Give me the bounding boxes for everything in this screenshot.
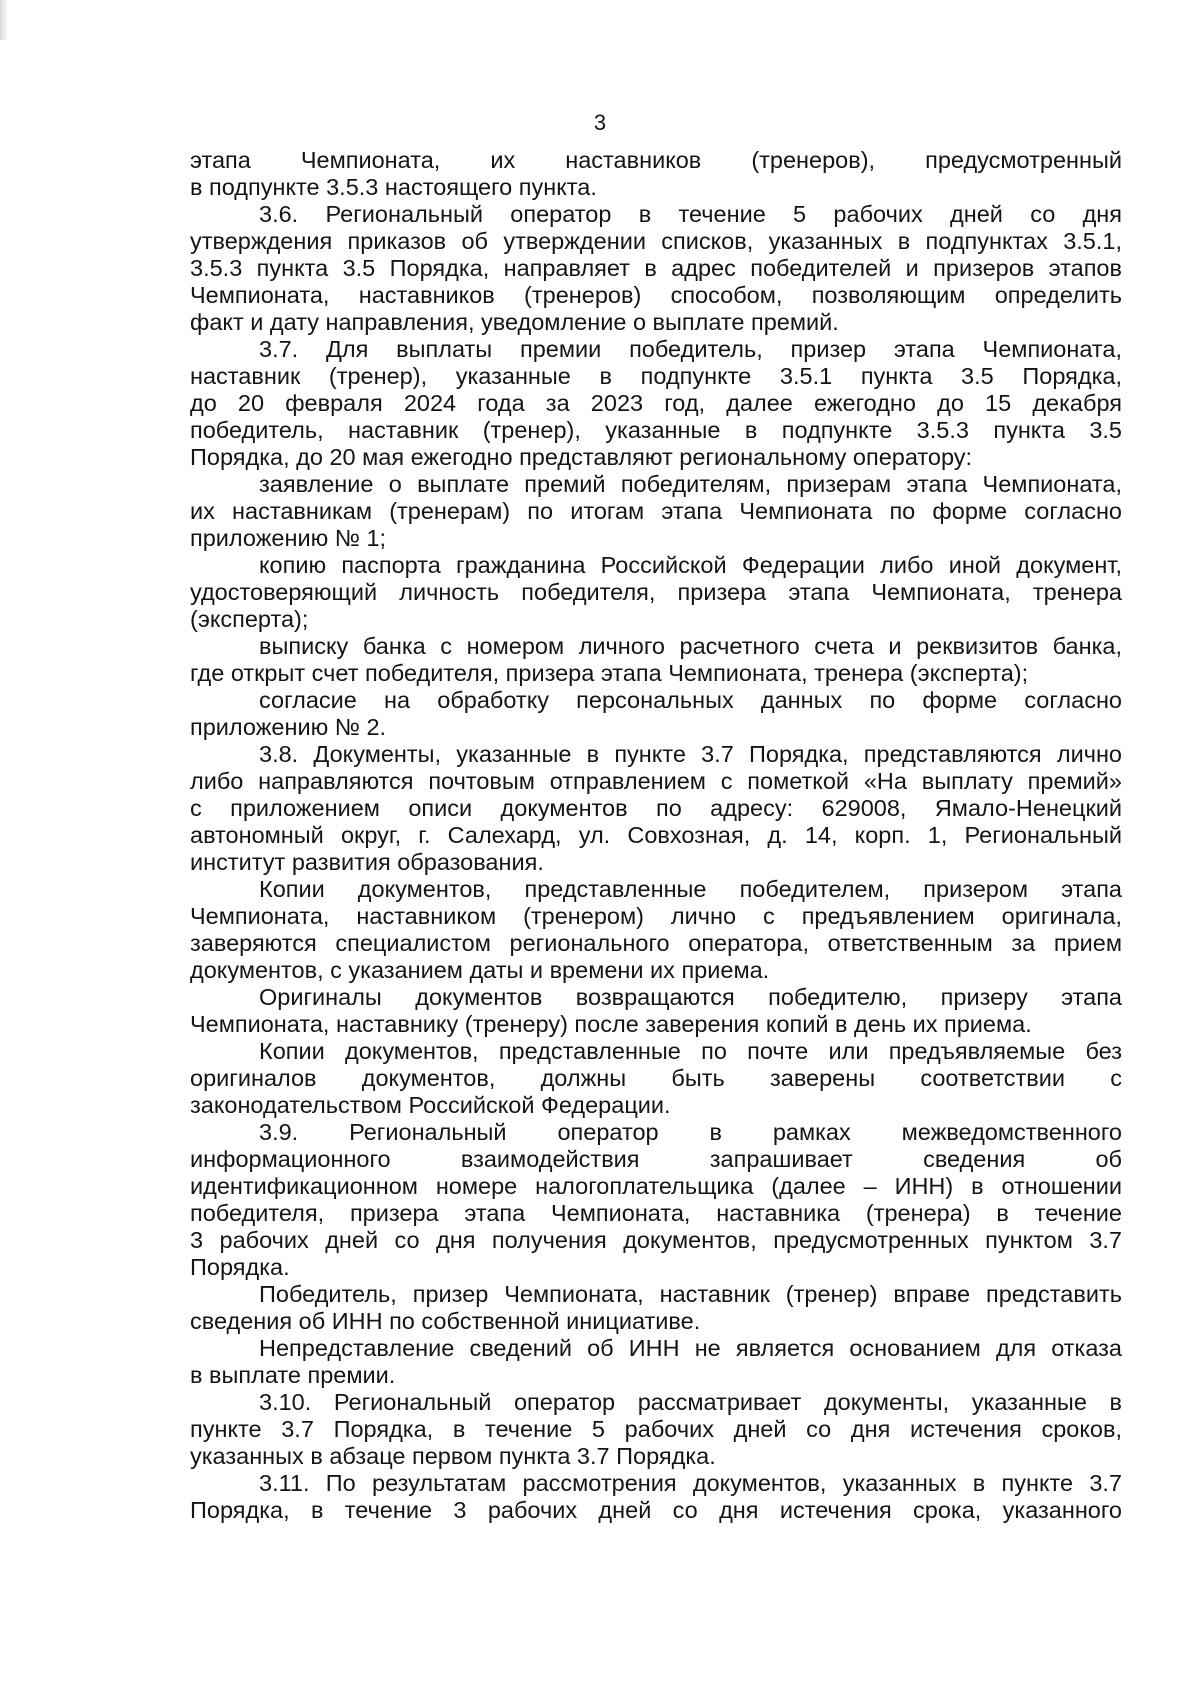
- scan-edge-mark: [0, 0, 8, 40]
- text-line: пункте 3.7 Порядка, в течение 5 рабочих дней со дня истечения сроков,: [190, 1416, 1122, 1442]
- text-line: Чемпионата, наставником (тренером) лично с предъявлением оригинала,: [190, 903, 1122, 929]
- text-line: Порядка, до 20 мая ежегодно представляют региональному оператору:: [190, 444, 973, 470]
- text-line: Копии документов, представленные победителем, призером этапа: [259, 876, 1122, 902]
- text-line: оригиналов документов, должны быть заверены соответствии с: [190, 1065, 1122, 1091]
- text-line: заверяются специалистом регионального оператора, ответственным за прием: [190, 930, 1122, 956]
- text-line: Чемпионата, наставников (тренеров) способом, позволяющим определить: [190, 282, 1122, 308]
- text-line: Копии документов, представленные по почте или предъявляемые без: [259, 1038, 1122, 1064]
- text-line: (эксперта);: [190, 606, 309, 632]
- text-line: где открыт счет победителя, призера этапа Чемпионата, тренера (эксперта);: [190, 660, 1029, 686]
- text-line: Чемпионата, наставнику (тренеру) после заверения копий в день их приема.: [190, 1011, 1032, 1037]
- document-body: [190, 147, 1122, 1524]
- text-line: копию паспорта гражданина Российской Федерации либо иной документ,: [259, 552, 1122, 578]
- text-line: 3.7. Для выплаты премии победитель, призер этапа Чемпионата,: [259, 336, 1122, 362]
- text-line: Победитель, призер Чемпионата, наставник (тренер) вправе представить: [259, 1281, 1122, 1307]
- text-line: 3.9. Региональный оператор в рамках межведомственного: [259, 1119, 1122, 1145]
- text-line: до 20 февраля 2024 года за 2023 год, далее ежегодно до 15 декабря: [190, 390, 1122, 416]
- text-line: этапа Чемпионата, их наставников (тренеров), предусмотренный: [190, 147, 1122, 173]
- text-line: факт и дату направления, уведомление о выплате премий.: [190, 309, 839, 335]
- text-line: Порядка, в течение 3 рабочих дней со дня истечения срока, указанного: [190, 1497, 1122, 1523]
- text-line: законодательством Российской Федерации.: [190, 1092, 671, 1118]
- text-line: удостоверяющий личность победителя, призера этапа Чемпионата, тренера: [190, 579, 1122, 605]
- text-line: победитель, наставник (тренер), указанные в подпункте 3.5.3 пункта 3.5: [190, 417, 1122, 443]
- text-line: согласие на обработку персональных данных по форме согласно: [259, 687, 1122, 713]
- text-line: приложению № 2.: [190, 714, 387, 740]
- text-line: наставник (тренер), указанные в подпункте 3.5.1 пункта 3.5 Порядка,: [190, 363, 1122, 389]
- text-line: сведения об ИНН по собственной инициативе.: [190, 1308, 701, 1334]
- text-line: 3 рабочих дней со дня получения документов, предусмотренных пунктом 3.7: [190, 1227, 1122, 1253]
- text-line: Оригиналы документов возвращаются победителю, призеру этапа: [259, 984, 1122, 1010]
- text-line: Порядка.: [190, 1254, 290, 1280]
- page-number: 3: [593, 110, 607, 135]
- text-line: 3.10. Региональный оператор рассматривает документы, указанные в: [259, 1389, 1122, 1415]
- text-line: в выплате премии.: [190, 1362, 396, 1388]
- text-line: выписку банка с номером личного расчетного счета и реквизитов банка,: [259, 633, 1122, 659]
- text-line: в подпункте 3.5.3 настоящего пункта.: [190, 174, 597, 200]
- text-line: 3.11. По результатам рассмотрения документов, указанных в пункте 3.7: [259, 1470, 1122, 1496]
- text-line: утверждения приказов об утверждении списков, указанных в подпунктах 3.5.1,: [190, 228, 1122, 254]
- text-line: либо направляются почтовым отправлением с пометкой «На выплату премий»: [190, 768, 1122, 794]
- text-line: указанных в абзаце первом пункта 3.7 Порядка.: [190, 1443, 716, 1469]
- text-line: с приложением описи документов по адресу: 629008, Ямало-Ненецкий: [190, 795, 1122, 821]
- text-line: заявление о выплате премий победителям, призерам этапа Чемпионата,: [259, 471, 1122, 497]
- text-line: 3.6. Региональный оператор в течение 5 рабочих дней со дня: [259, 201, 1122, 227]
- text-line: 3.8. Документы, указанные в пункте 3.7 Порядка, представляются лично: [259, 741, 1122, 767]
- text-line: Непредставление сведений об ИНН не является основанием для отказа: [259, 1335, 1122, 1361]
- text-line: информационного взаимодействия запрашивает сведения об: [190, 1146, 1122, 1172]
- text-line: идентификационном номере налогоплательщика (далее – ИНН) в отношении: [190, 1173, 1122, 1199]
- text-line: их наставникам (тренерам) по итогам этапа Чемпионата по форме согласно: [190, 498, 1122, 524]
- text-line: автономный округ, г. Салехард, ул. Совхозная, д. 14, корп. 1, Региональный: [190, 822, 1122, 848]
- text-line: победителя, призера этапа Чемпионата, наставника (тренера) в течение: [190, 1200, 1122, 1226]
- text-line: документов, с указанием даты и времени их приема.: [190, 957, 770, 983]
- text-line: 3.5.3 пункта 3.5 Порядка, направляет в адрес победителей и призеров этапов: [190, 255, 1122, 281]
- text-line: приложению № 1;: [190, 525, 387, 551]
- text-line: институт развития образования.: [190, 849, 544, 875]
